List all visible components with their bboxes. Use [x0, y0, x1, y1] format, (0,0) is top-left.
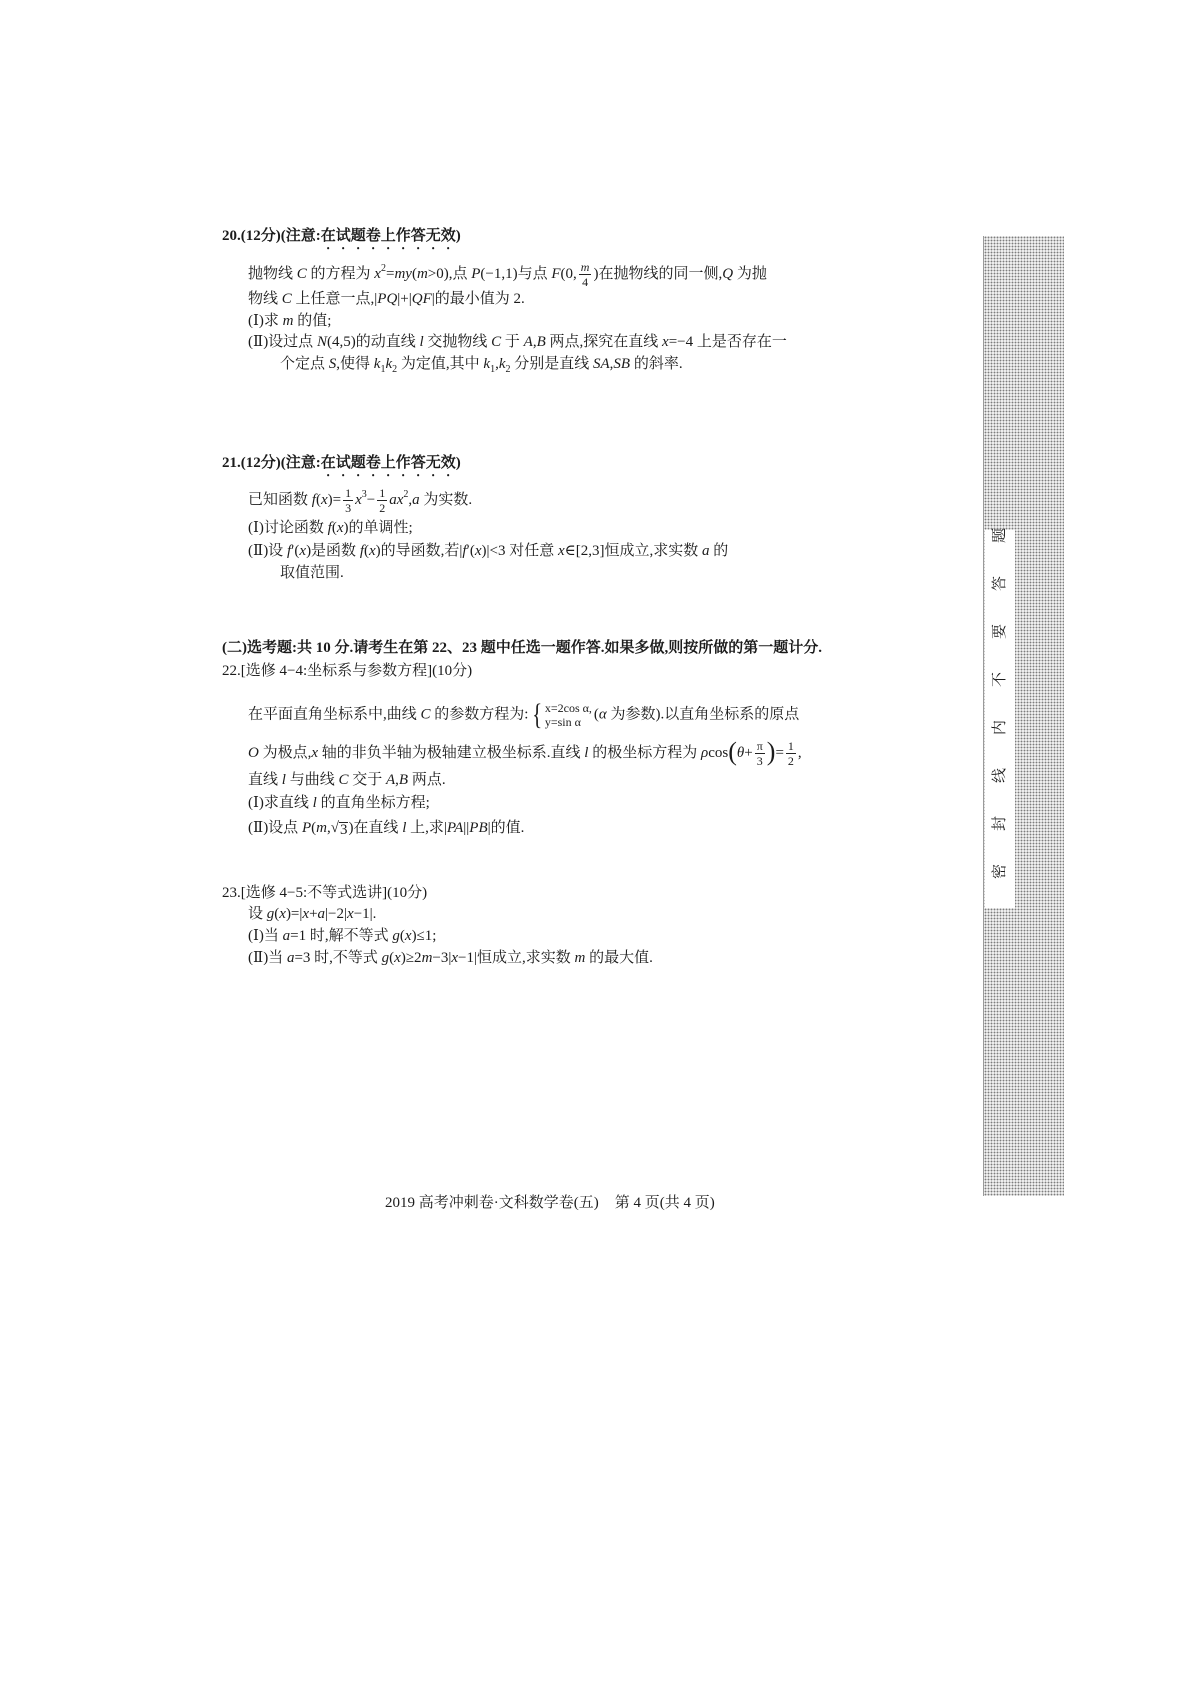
- text-run: ||: [463, 820, 470, 836]
- math-variable: F: [551, 265, 561, 282]
- fraction: [343, 487, 353, 514]
- text-run: ,: [532, 334, 537, 350]
- math-variable: x: [355, 491, 362, 508]
- footer-page-number: 第 4 页(共 4 页): [614, 1195, 715, 1211]
- radical-sign: [331, 818, 339, 838]
- text-run: 取值范围.: [280, 565, 344, 581]
- fraction-numerator: 1: [345, 486, 352, 500]
- square-root: [331, 818, 349, 838]
- text-run: )的单调性;: [343, 520, 413, 536]
- math-variable: x: [404, 928, 412, 944]
- text-run: ∈[2,3]恒成立,求实数: [564, 543, 703, 559]
- fraction: [786, 740, 796, 767]
- text-run: 为实数.: [419, 491, 473, 508]
- q23-title: [222, 883, 427, 903]
- text-run: ′(: [291, 543, 300, 559]
- text-run: (Ⅱ)设过点: [248, 334, 317, 350]
- text-run: 23.[选修 4−5:不等式选讲](10分): [222, 885, 428, 901]
- math-variable: x: [662, 334, 669, 350]
- text-run: )≥2: [400, 950, 422, 966]
- text-run: (: [389, 950, 395, 966]
- large-parenthesis: (: [728, 736, 737, 766]
- large-parenthesis: ): [766, 736, 776, 766]
- math-variable: l: [402, 820, 407, 836]
- math-variable: x: [320, 491, 328, 508]
- text-run: 设: [248, 906, 267, 922]
- math-variable: S: [328, 356, 337, 372]
- text-run: 的斜率.: [630, 356, 683, 372]
- q22-stem-line-2: [248, 736, 802, 768]
- fraction: [377, 487, 387, 514]
- text-run: −1|.: [353, 906, 377, 922]
- math-variable: C: [420, 706, 431, 723]
- text-run: =: [775, 744, 784, 761]
- math-variable: m: [282, 313, 294, 329]
- text-run: 物线: [248, 291, 282, 307]
- text-run: (Ⅱ)设点: [248, 820, 302, 836]
- math-variable: k: [373, 356, 381, 372]
- text-run: ): [455, 228, 461, 244]
- math-variable: l: [584, 744, 589, 761]
- q23-part-1: [248, 926, 436, 946]
- text-run: (Ⅱ)当: [248, 950, 287, 966]
- fraction-numerator: π: [756, 739, 763, 753]
- math-variable: C: [338, 772, 349, 788]
- math-variable: f: [327, 520, 332, 536]
- text-run: 交抛物线: [423, 334, 492, 350]
- q20-stem-line-1: [248, 261, 767, 288]
- equation-row: x=2cos α,: [544, 701, 592, 715]
- math-variable: a: [702, 543, 710, 559]
- q20-part-2: [248, 332, 787, 352]
- q21-part-2-cont: [280, 563, 344, 583]
- math-variable: f: [311, 491, 316, 508]
- text-run: >0),点: [427, 265, 472, 282]
- math-variable: Q: [722, 265, 734, 282]
- text-run: (: [311, 820, 317, 836]
- fraction: [755, 740, 765, 767]
- q22-stem-line-3: [248, 770, 446, 790]
- text-run: 的值;: [293, 313, 332, 329]
- math-variable: x: [336, 520, 344, 536]
- text-run: )≤1;: [411, 928, 437, 944]
- math-variable: P: [301, 820, 312, 836]
- math-variable: x: [374, 265, 381, 282]
- text-run: =1 时,解不等式: [290, 928, 393, 944]
- math-variable: ax: [389, 491, 404, 508]
- q22-part-1: [248, 793, 430, 813]
- text-run: 已知函数: [248, 491, 312, 508]
- text-run: 两点.: [408, 772, 446, 788]
- text-run: 两点,探究在直线: [545, 334, 663, 350]
- text-run: (0,: [560, 265, 577, 282]
- math-variable: SB: [613, 356, 631, 372]
- text-run: )在抛物线的同一侧,: [593, 265, 723, 282]
- math-variable: x: [368, 543, 376, 559]
- math-variable: l: [419, 334, 424, 350]
- text-run: 分别是直线: [510, 356, 593, 372]
- math-variable: B: [536, 334, 546, 350]
- q21-title: [222, 453, 461, 480]
- fraction-denominator: 4: [582, 275, 589, 289]
- math-variable: g: [392, 928, 400, 944]
- text-run: )=: [327, 491, 342, 508]
- math-variable: my: [394, 265, 412, 282]
- math-variable: k: [498, 356, 506, 372]
- math-variable: x: [451, 950, 459, 966]
- text-run: +: [744, 744, 753, 761]
- subscript: 1: [490, 364, 496, 375]
- math-variable: k: [483, 356, 491, 372]
- text-run: 的参数方程为:: [430, 706, 529, 723]
- q20-stem-line-2: [248, 289, 525, 309]
- math-variable: m: [574, 950, 586, 966]
- text-run: ,: [495, 356, 499, 372]
- text-run: (Ⅰ)讨论函数: [248, 520, 328, 536]
- text-run: 21.(12分)(注意:: [222, 455, 321, 471]
- math-variable: f: [286, 543, 292, 559]
- math-variable: g: [266, 906, 275, 922]
- text-run: ): [455, 455, 461, 471]
- text-run: ,: [395, 772, 399, 788]
- math-variable: A: [385, 772, 396, 788]
- text-run: −: [366, 491, 376, 508]
- q21-stem: [248, 487, 472, 514]
- footer-exam-title: 2019 高考冲刺卷·文科数学卷(五): [385, 1195, 599, 1211]
- text-run: 个定点: [280, 356, 329, 372]
- superscript: 2: [380, 262, 386, 274]
- math-variable: x: [394, 950, 401, 966]
- text-run: (4,5)的动直线: [326, 334, 420, 350]
- left-brace: [530, 700, 544, 730]
- q21-part-1: [248, 518, 413, 538]
- q20-part-1: [248, 311, 331, 331]
- text-run: 上任意一点,|: [291, 291, 378, 307]
- text-run: )是函数: [306, 543, 360, 559]
- math-variable: g: [381, 950, 390, 966]
- text-run: ,: [797, 744, 802, 761]
- superscript: 2: [403, 488, 409, 500]
- math-variable: m: [316, 820, 327, 836]
- fraction-denominator: 3: [345, 501, 352, 515]
- math-variable: x: [558, 543, 565, 559]
- q20-part-2-cont: [280, 354, 683, 374]
- text-run: 于: [501, 334, 524, 350]
- math-variable: k: [385, 356, 393, 372]
- text-run: 为参数).以直角坐标系的原点: [606, 706, 800, 723]
- text-run: =: [385, 265, 395, 282]
- subscript: 1: [380, 364, 386, 375]
- text-run: 的方程为: [306, 265, 375, 282]
- page-footer: [385, 1193, 715, 1213]
- fraction-numerator: 1: [379, 486, 386, 500]
- text-run: 直线: [248, 772, 282, 788]
- fraction-denominator: 3: [756, 754, 763, 768]
- fraction-numerator: 1: [787, 739, 794, 753]
- text-run: +: [309, 906, 318, 922]
- text-run: 的最大值.: [585, 950, 653, 966]
- text-run: 与曲线: [285, 772, 339, 788]
- math-variable: θ: [736, 744, 745, 761]
- text-run: (Ⅰ)求直线: [248, 795, 313, 811]
- math-variable: a: [317, 906, 326, 922]
- q20-title: [222, 226, 461, 253]
- equation-rows: [545, 701, 592, 729]
- math-variable: x: [299, 543, 307, 559]
- text-run: |−2|: [325, 906, 348, 922]
- binding-margin-notice: 密封线内不要答题: [992, 494, 1008, 879]
- text-run: (: [274, 906, 280, 922]
- text-run: =−4 上是否存在一: [668, 334, 787, 350]
- fraction-denominator: 2: [379, 501, 386, 515]
- math-variable: SA: [593, 356, 610, 372]
- text-run: 在平面直角坐标系中,曲线: [248, 706, 421, 723]
- text-run: (: [363, 543, 369, 559]
- math-variable: PQ: [377, 291, 398, 307]
- math-variable: x: [474, 543, 482, 559]
- elective-section-header: [222, 638, 822, 658]
- text-run: )在直线: [348, 820, 403, 836]
- text-run: (: [331, 520, 337, 536]
- math-variable: m: [416, 265, 428, 282]
- equation-row: y=sin α: [544, 715, 581, 729]
- q23-part-2: [248, 948, 653, 968]
- math-variable: x: [347, 906, 354, 922]
- subscript: 2: [392, 364, 398, 375]
- math-variable: ρ: [700, 744, 709, 761]
- superscript: 3: [361, 488, 367, 500]
- text-run: 20.(12分)(注意:: [222, 228, 321, 244]
- text-run: (Ⅰ)当: [248, 928, 283, 944]
- text-run: 为定值,其中: [397, 356, 484, 372]
- text-run: ,使得: [336, 356, 374, 372]
- text-run: ,: [609, 356, 614, 372]
- text-run: −3|: [432, 950, 452, 966]
- text-run: 的极坐标方程为: [588, 744, 701, 761]
- text-run: 为抛: [733, 265, 767, 282]
- math-variable: α: [598, 706, 607, 723]
- radicand: 3: [339, 822, 348, 838]
- math-variable: N: [316, 334, 327, 350]
- text-run: (: [593, 706, 599, 723]
- q21-part-2: [248, 541, 728, 561]
- text-run: 为极点,: [258, 744, 312, 761]
- text-run: )|<3 对任意: [481, 543, 558, 559]
- math-variable: f: [462, 543, 467, 559]
- text-run: (−1,1)与点: [480, 265, 552, 282]
- fraction: [579, 261, 592, 288]
- math-variable: P: [471, 265, 481, 282]
- fraction-numerator: m: [580, 260, 590, 274]
- subscript: 2: [505, 364, 511, 375]
- text-run: |的值.: [487, 820, 525, 836]
- math-variable: a: [282, 928, 291, 944]
- text-run: (: [411, 265, 417, 282]
- text-run: (二)选考题:共 10 分.请考生在第 22、23 题中任选一题作答.如果多做,则按所做的第一题计分.: [222, 640, 822, 656]
- q23-stem: [248, 904, 376, 924]
- emphasized-text: 在试题卷上作答无效: [320, 455, 456, 471]
- math-variable: a: [286, 950, 295, 966]
- text-run: 的直角坐标方程;: [316, 795, 430, 811]
- math-variable: O: [248, 744, 259, 761]
- q22-stem-line-1: [248, 700, 799, 730]
- math-variable: l: [281, 772, 286, 788]
- equation-system: [530, 700, 591, 730]
- text-run: |+|: [397, 291, 412, 307]
- math-variable: x: [302, 906, 310, 922]
- text-run: )=|: [285, 906, 303, 922]
- text-run: cos: [708, 744, 729, 761]
- text-run: (Ⅰ)求: [248, 313, 283, 329]
- math-variable: C: [281, 291, 292, 307]
- emphasized-text: 在试题卷上作答无效: [320, 228, 456, 244]
- text-run: (: [315, 491, 321, 508]
- math-variable: x: [311, 744, 319, 761]
- text-run: )的导函数,若|: [375, 543, 463, 559]
- text-run: ′(: [466, 543, 475, 559]
- math-variable: PA: [446, 820, 464, 836]
- fraction-denominator: 2: [787, 754, 794, 768]
- q22-part-2: [248, 818, 524, 838]
- math-variable: x: [279, 906, 286, 922]
- math-variable: C: [296, 265, 307, 282]
- text-run: (: [399, 928, 405, 944]
- text-run: 轴的非负半轴为极轴建立极坐标系.直线: [318, 744, 585, 761]
- text-run: 上,求|: [406, 820, 447, 836]
- math-variable: C: [491, 334, 502, 350]
- math-variable: B: [398, 772, 409, 788]
- text-run: |的最小值为 2.: [431, 291, 525, 307]
- text-run: 22.[选修 4−4:坐标系与参数方程](10分): [222, 663, 473, 679]
- math-variable: a: [412, 491, 420, 508]
- math-variable: A: [523, 334, 533, 350]
- math-variable: l: [312, 795, 317, 811]
- math-variable: f: [359, 543, 364, 559]
- text-run: 的: [709, 543, 729, 559]
- math-variable: QF: [411, 291, 432, 307]
- text-run: ,: [326, 820, 331, 836]
- q22-title: [222, 661, 472, 681]
- text-run: 抛物线: [248, 265, 297, 282]
- text-run: (Ⅱ)设: [248, 543, 287, 559]
- text-run: −1|恒成立,求实数: [458, 950, 575, 966]
- text-run: ,: [408, 491, 413, 508]
- text-run: =3 时,不等式: [294, 950, 382, 966]
- math-variable: m: [421, 950, 433, 966]
- math-variable: PB: [469, 820, 488, 836]
- text-run: 交于: [348, 772, 386, 788]
